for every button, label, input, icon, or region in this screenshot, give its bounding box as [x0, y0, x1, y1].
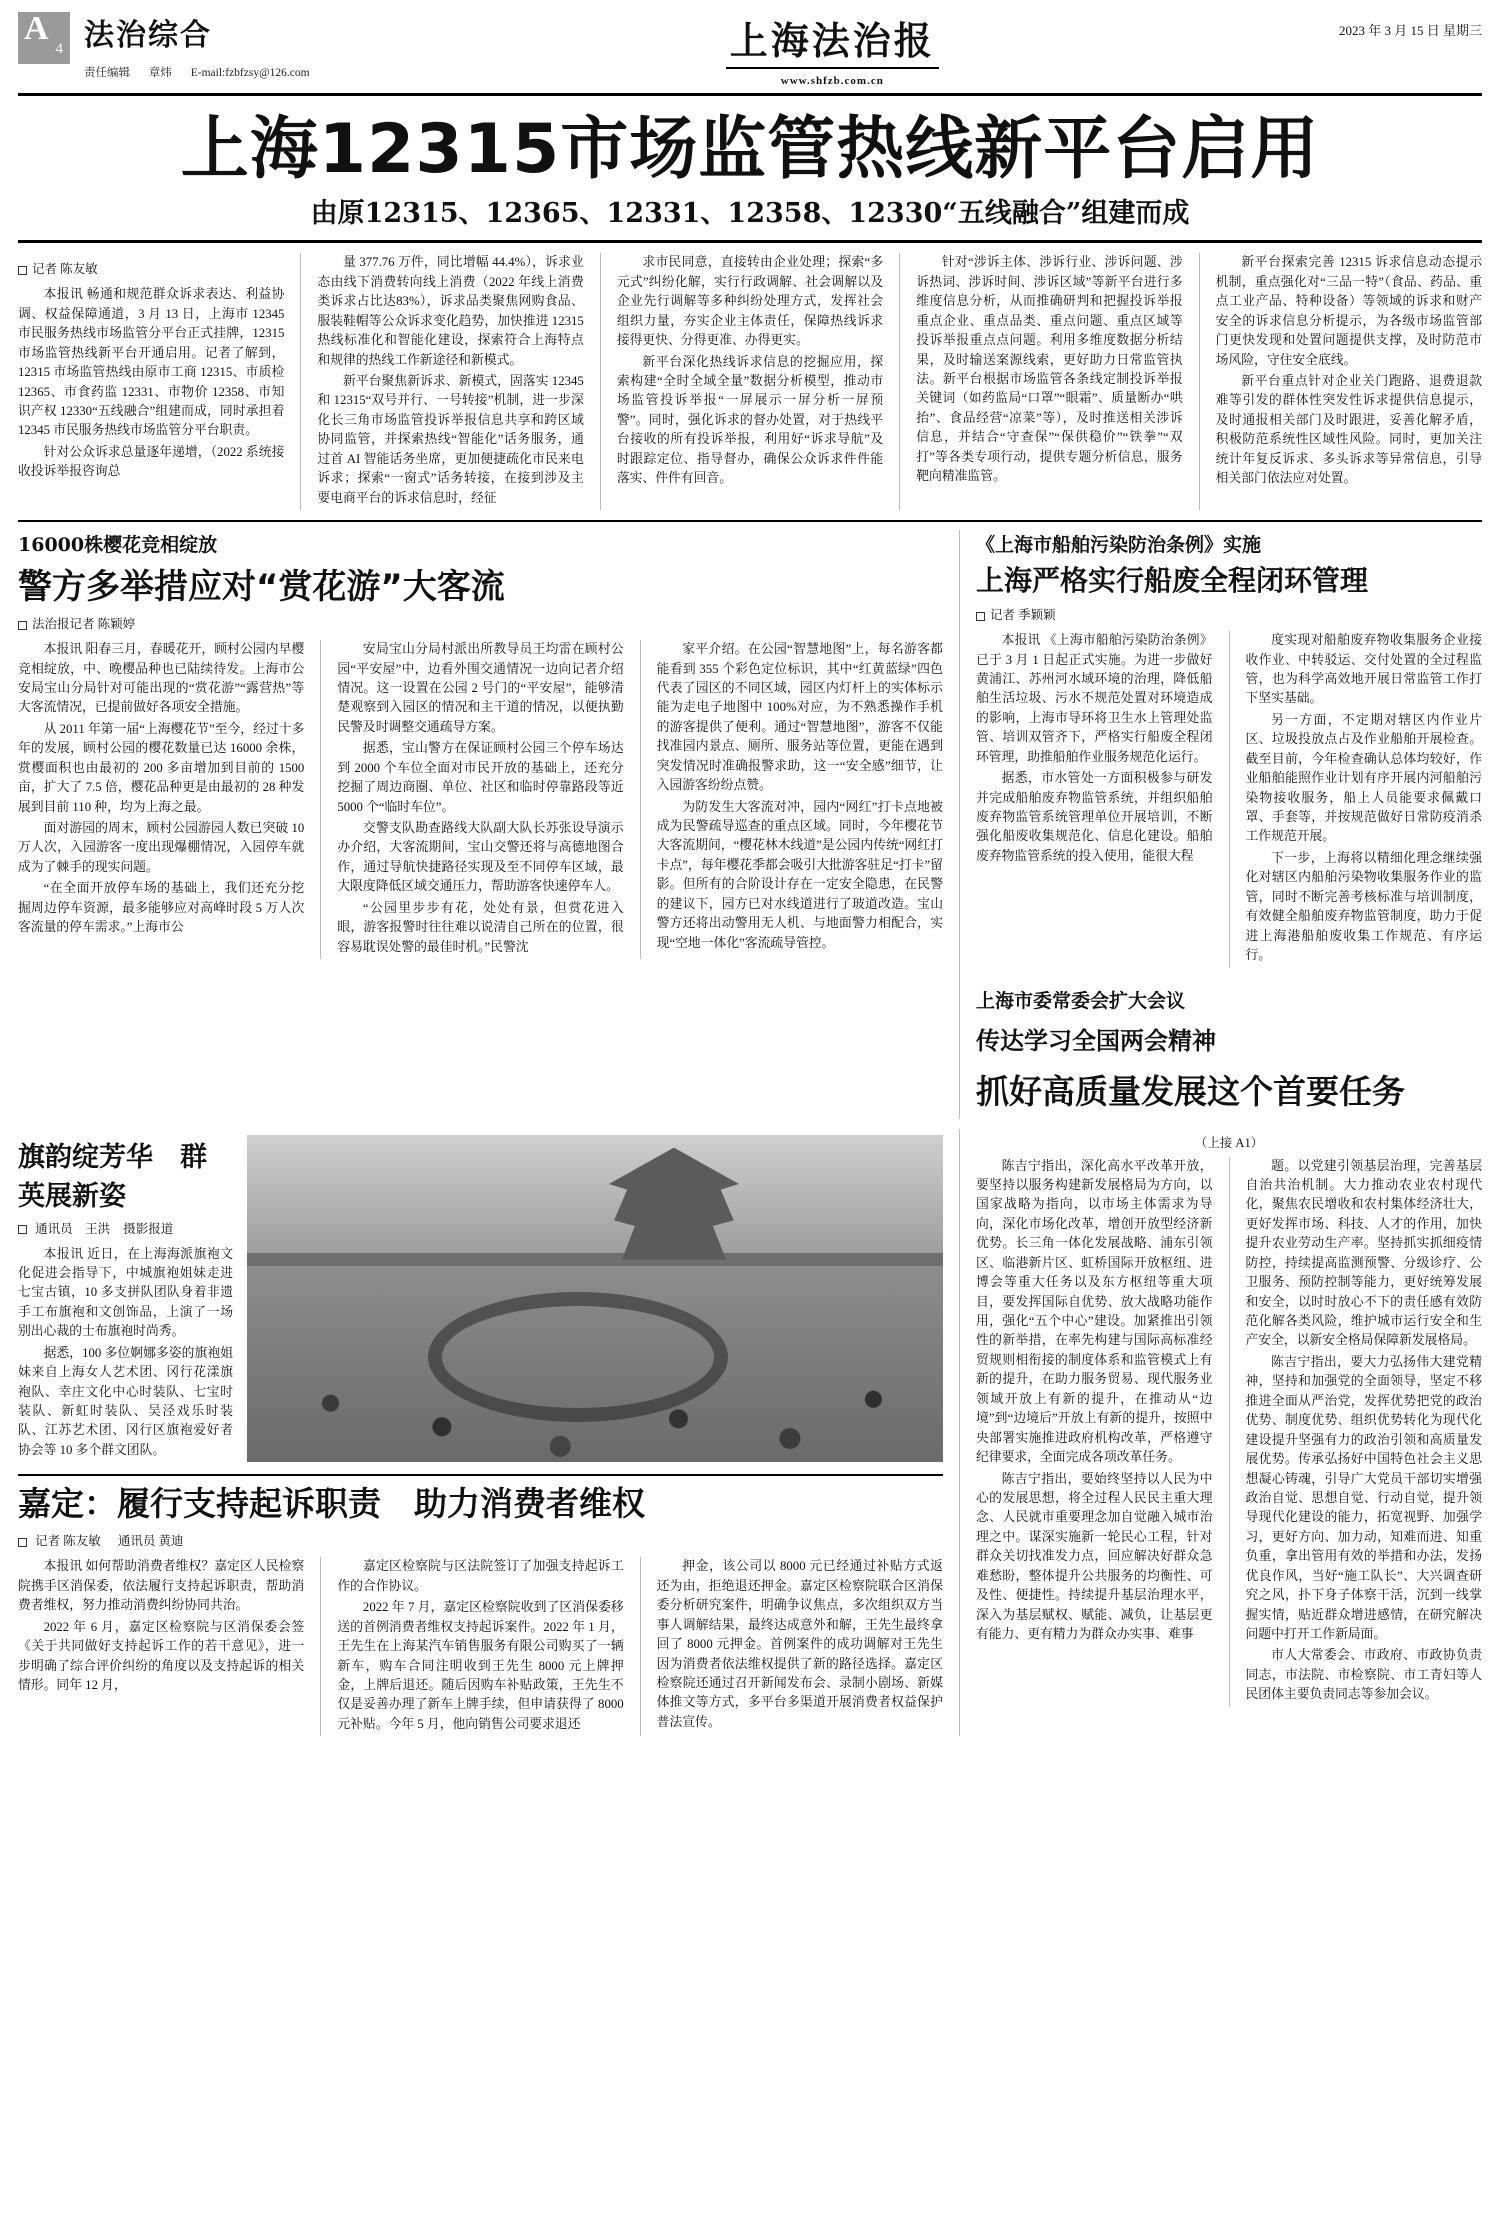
paragraph: 本报讯 近日，在上海海派旗袍文化促进会指导下，中城旗袍姐妹走进七宝古镇，10 多支拼队团队身着非遗手工布旗袍和文创饰品，上演了一场别出心裁的士布旗袍时尚秀。 — [18, 1246, 233, 1339]
paragraph: 家平介绍。在公园“智慧地图”上，每名游客都能看到 355 个彩色定位标识，其中“红黄蓝绿”四色代表了园区的不同区域，园区内灯杆上的实体标示能为走电子地图中 100%对应，为不熟悉操作手机的游客提供了便利。通过“智慧地图”，游客不仅能找准园内景点、厕所、服务站等位置，更能在遇到突发情况时准确报警求助，这一“安全感”细节，让入园游客纷纷点赞。 — [656, 642, 943, 793]
meeting-cols — [976, 1157, 1482, 1707]
paragraph: 陈吉宁指出，要始终坚持以人民为中心的发展思想，将全过程人民民主重大理念、人民就市重要理念加自觉融入城市治理之中。谋深实施新一轮民心工程，针对群众关切找准发力点，回应解决好群众急难愁盼，整体提升公共服务的均衡性、可及性、便捷性。持续提升基层治理水平，深入为基层赋权、赋能、减负，让基层更有能力、更有精力为群众办实事、难事 — [976, 1471, 1213, 1642]
lead-col-2 — [300, 253, 583, 510]
meeting-story-body — [959, 1129, 1482, 1737]
ship-title: 上海严格实行船废全程闭环管理 — [976, 564, 1369, 598]
continued-from: （上接 A1） — [1194, 1135, 1264, 1150]
ship-col-2 — [1229, 631, 1483, 967]
paragraph: 题。以党建引领基层治理，完善基层自治共治机制。大力推动农业农村现代化，聚焦农民增收和农村集体经济壮大，更好发挥市场、科技、人才的作用，加快提升农业劳动生产率。坚持抓实抓细疫情防控，持续提高监测预警、分级诊疗、公卫服务、预防控制等能力，更好统筹发展和安全，以时时放心不下的责任感有效防范化解各类风险，维护城市运行安全和生产安全，以新安全格局保障新发展格局。 — [1245, 1158, 1482, 1348]
editor-email: E-mail:fzbfzsy@126.com — [190, 67, 310, 79]
qipao-byline-photo: 摄影报道 — [123, 1221, 174, 1236]
ship-byline-text: 记者 季颖颖 — [990, 608, 1056, 623]
ship-body — [976, 631, 1482, 967]
lead-col-1 — [18, 253, 284, 510]
paper-website: www.shfzb.com.cn — [780, 75, 884, 87]
paragraph: 新平台重点针对企业关门跑路、退费退款难等引发的群体性突发性诉求提供信息提示，及时通报相关部门及时跟进，妥善化解矛盾，积极防范系统性区域性风险。同时，更加关注统计年复反诉求、多头诉求等异常信息，引导相关部门依法应对处置。 — [1215, 374, 1483, 486]
paragraph: 面对游园的周末，顾村公园游园人数已突破 10 万人次，入园游客一度出现爆棚情况，入园停车就成为了棘手的现实问题。 — [18, 821, 305, 874]
paragraph: 针对“涉诉主体、涉诉行业、涉诉问题、涉诉热词、涉诉时间、涉诉区域”等新平台进行多维度信息分析，从而推确研判和把握投诉举报重点企业、重点品类、重点问题、重点区域等投诉举报重点点问题。利用多维度数据分析结果，及时输送案源线索，更好助力日常监管执法。新平台根据市场监管各条线定制投诉举报关键词（如药监局“口罩”“眼霜”、质量断办“哄抬”、食品经营“凉菜”等），及时推送相关涉诉信息，并结合“守查保”“保供稳价”“铁拳”“双打”等各类专项行动，提供专题分析信息，服务靶向精准监管。 — [916, 255, 1183, 484]
cherry-col-1 — [18, 640, 304, 959]
paragraph: 为防发生大客流对冲，园内“网红”打卡点地被成为民警疏导巡查的重点区域。同时，今年樱花节大客流期间，“樱花林木线道”是公园内传统“网红打卡点”，每年樱花季都会吸引大批游客驻足“打卡”留影。但所有的合阶设计存在一定安全隐患，在民警的建议下，园方已对水线道进行了玻道改造。宝山警方还将出动警用无人机、与地面警力相配合，实现“空地一体化”客流疏导管控。 — [656, 799, 943, 950]
qipao-text — [18, 1135, 233, 1463]
jiading-story — [18, 1478, 943, 1736]
meeting-col-1 — [976, 1157, 1213, 1707]
lead-subhead: 由原12315、12365、12331、12358、12330“五线融合”组建而成 — [310, 198, 1190, 230]
paragraph: 下一步，上海将以精细化理念继续强化对辖区内船舶污染物收集服务作业的监管，同时不断完善考核标准与培训制度，有效健全船舶废弃物监管制度，助力于促进上海港船舶废收集工作规范、有序运行。 — [1245, 850, 1482, 963]
section-title: 法治综合 — [84, 18, 212, 53]
editor-label: 责任编辑 — [84, 67, 130, 79]
paragraph: 嘉定区检察院与区法院签订了加强支持起诉工作的合作协议。 — [337, 1559, 624, 1593]
paragraph: 据悉，市水管处一方面积极参与研发并完成船舶废弃物监管系统，并组织船舶废弃物监管系统管理单位开展培训，不断强化船废收集规范化、信息化建设。船舶废弃物监管系统的投入使用，能很大程 — [976, 771, 1213, 863]
qipao-title: 旗韵绽芳华 群英展新姿 — [18, 1141, 207, 1212]
paragraph: 量 377.76 万件，同比增幅 44.4%），诉求业态由线下消费转向线上消费（2022 年线上消费类诉求占比达83%），诉求品类聚焦网购食品、服装鞋帽等公众诉求变化趋势，加快推进 12315 热线标准化和智能化建设，探索符合上海特点和规律的热线工作新途径和新模式。 — [317, 255, 584, 367]
cherry-kicker: 16000株樱花竞相绽放 — [18, 534, 218, 557]
paragraph: 陈吉宁指出，深化高水平改革开放，要坚持以服务构建新发展格局为方向，以国家战略为指向，以市场主体需求为导向，深化市场化改革，增创开放型经济新优势。长三角一体化发展战略、浦东引领区、临港新片区、虹桥国际开放枢纽、进博会等重大任务以及东方枢纽等重大项目，要发挥国际自优势、放大战略功能作用，强化“五个中心”建设。加紧推出引领性的新举措，在率先构建与国际高标准经贸规则相衔接的制度体系和监管模式上有新的提升，在助力服务贸易、现代服务业领域开放上有新的提升，在推动从“边境”到“边境后”开放上有新的提升，按照中央部署实施推进政府机构改革，严格遵守纪律要求，全面完成各项改革任务。 — [976, 1158, 1213, 1465]
jiading-col-1 — [18, 1557, 304, 1736]
folio-letter: A — [24, 10, 49, 47]
cherry-byline — [18, 614, 943, 632]
jiading-col-3 — [640, 1557, 943, 1736]
editor-line — [84, 64, 326, 80]
section-block — [84, 10, 326, 80]
paragraph: 2022 年 6 月，嘉定区检察院与区消保委会签《关于共同做好支持起诉工作的若干意见》，进一步明确了综合评价纠纷的角度以及支持起诉的相关情形。同年 12 月， — [18, 1619, 305, 1692]
page-folio — [18, 12, 70, 64]
middle-section — [18, 530, 1482, 1118]
paragraph: 另一方面，不定期对辖区内作业片区、垃圾投放点占及作业船舶开展检查。截至目前，今年检查确认总体均较好，作业船舶能照作业计划有序开展内河船舶污染物接收服务，船上人员能要求佩戴口罩、手套等，并按规范做好日常防疫消杀工作规范开展。 — [1245, 712, 1482, 844]
paragraph: 据悉，100 多位婀娜多姿的旗袍姐妹来自上海女人艺术团、冈行花漾旗袍队、幸庄文化中心时装队、七宝时装队、新虹时装队、吴泾戏乐时装队、江苏艺术团、冈行区旗袍爱好者协会等 10 多个群文团队。 — [18, 1345, 233, 1457]
paragraph: 市人大常委会、市政府、市政协负责同志，市法院、市检察院、市工青妇等人民团体主要负责同志等参加会议。 — [1245, 1648, 1482, 1702]
paragraph: 2022 年 7 月，嘉定区检察院收到了区消保委移送的首例消费者维权支持起诉案件。2022 年 1 月，王先生在上海某汽车销售服务有限公司购买了一辆新车，购车合同注明收到王先生 8000 元上牌押金，上牌后退还。随后因购车补贴政策，王先生不仅是妥善办理了新车上牌手续，但申请获得了 8000 元补贴。今年 5 月，他向销售公司要求退还 — [337, 1600, 624, 1731]
cherry-title: 警方多举措应对“赏花游”大客流 — [18, 567, 505, 608]
ship-byline — [976, 605, 1482, 623]
paragraph: 安局宝山分局村派出所教导员王均雷在顾村公园“平安屋”中，边看外围交通情况一边向记者介绍情况。这一设置在公园 2 号门的“平安屋”，能够清楚观察到入园区的情况和主干道的情况，以便执勤民警及时调整交通疏导方案。 — [337, 642, 624, 734]
cherry-story — [18, 530, 943, 1118]
jiading-body — [18, 1557, 943, 1736]
bottom-left-col — [18, 1129, 943, 1737]
ship-story — [959, 530, 1482, 1118]
bullet-icon — [18, 621, 27, 630]
bottom-section — [18, 1129, 1482, 1737]
qipao-byline-reporter: 通讯员 王洪 — [35, 1221, 111, 1236]
paragraph: 新平台深化热线诉求信息的挖掘应用，探索构建“全时全域全量”数据分析模型，推动市场监管投诉举报“一屏展示一屏分析一屏预警”。同时，强化诉求的督办处置，对于热线平台接收的所有投诉举报，利用好“诉求导航”及时跟踪定位、指导督办，确保公众诉求件件能落实、件件有回音。 — [616, 354, 884, 486]
paragraph: 交警支队勘查路线大队副大队长苏张设导演示办介绍，大客流期间，宝山交警还将与高德地图合作，通过导航快捷路径实现及至不同停车区域，最大限度降低区域交通压力，帮助游客快速停车人。 — [337, 821, 624, 894]
qipao-byline — [18, 1219, 233, 1237]
cherry-byline-text: 法治报记者 陈颖婷 — [32, 617, 136, 632]
qipao-story — [18, 1135, 943, 1463]
lead-headline: 上海12315市场监管热线新平台启用 — [180, 110, 1320, 189]
paper-brand — [326, 10, 1339, 87]
paragraph: 度实现对船舶废弃物收集服务企业接收作业、中转驳运、交付处置的全过程监管，也为科学高效地开展日常监管工作打下坚实基础。 — [1245, 633, 1482, 706]
paragraph: “在全面开放停车场的基础上，我们还充分挖掘周边停车资源，最多能够应对高峰时段 5 万人次客流量的停车需求。”上海市公 — [18, 881, 305, 935]
lead-byline-text: 记者 陈友敏 — [32, 262, 98, 277]
issue-date: 2023 年 3 月 15 日 星期三 — [1338, 23, 1482, 38]
section-divider-2 — [18, 1474, 943, 1476]
paragraph: 陈吉宁指出，要大力弘扬伟大建党精神，坚持和加强党的全面领导，坚定不移推进全面从严治党，发挥优势把党的政治优势、制度优势、组织优势转化为现代化建设提升坚强有力的政治引领和高质量发展优势。传承弘扬好中国特色社会主义思想凝心铸魂，引导广大党员干部切实增强政治自觉、思想自觉、行动自觉，提升领导现代化建设的能力，拓宽视野、加强学习，更好方向、加力动，知难而进、知重负重，拿出管用有效的举措和办法，发扬优良作风，当好“施工队长”、大兴调查研究之风，扑下身子体察干活，沉到一线掌握实情，贴近群众增进感情，在研究解决问题中打开工作新局面。 — [1245, 1354, 1482, 1642]
ship-col-1 — [976, 631, 1213, 967]
photo-circle-formation — [428, 1292, 728, 1422]
paragraph: 押金，该公司以 8000 元已经通过补贴方式返还为由，拒绝退还押金。嘉定区检察院联合区消保委分析研究案件，明确争议焦点，多次组织双方当事人调解结果，最终达成意外和解，王先生最终拿回了 8000 元押金。首例案件的成功调解对王先生因为消费者依法维权提供了新的路径选择。嘉定区检察院还通过召开新闻发布会、录制小剧场、新媒体推文等方式，多平台多渠道开展消费者权益保护普法宣传。 — [656, 1559, 943, 1729]
paragraph: 本报讯 畅通和规范群众诉求表达、利益协调、权益保障通道，3 月 13 日，上海市 12345 市民服务热线市场监管分平台正式挂牌，12315 市场监管热线新平台开通启用。记者了解到，12315 市场监管热线由原市工商 12315、市质检 12365、市食药监 12331、市物价 12358、市知识产权 12330“五线融合”组建而成，同时承担着12345 市民服务热线市场监管分平台职责。 — [18, 287, 285, 438]
lead-col-4 — [899, 253, 1182, 510]
lead-byline — [18, 259, 284, 277]
lead-story-body — [18, 253, 1482, 510]
cherry-col-2 — [320, 640, 623, 959]
section-divider-1 — [18, 520, 1482, 522]
masthead — [18, 10, 1482, 96]
jiading-byline-reporter: 记者 陈友敏 — [35, 1534, 101, 1549]
lead-col-3 — [600, 253, 883, 510]
paragraph: “公园里步步有花，处处有景，但赏花进入眼，游客报警时往往难以说清自己所在的位置，很容易耽误处警的最佳时机。”民警沈 — [337, 900, 624, 954]
photo-sky — [247, 1135, 943, 1253]
folio-number: 4 — [55, 41, 63, 57]
jiading-title: 嘉定：履行支持起诉职责 助力消费者维权 — [18, 1484, 645, 1524]
paragraph: 求市民同意，直接转由企业处理；探索“多元式”纠纷化解，实行行政调解、社会调解以及企业先行调解等多种纠纷处理方式，发挥社会组织力量，夯实企业主体责任，保障热线诉求接得更快、分得更准、办得更实。 — [616, 255, 884, 348]
meeting-title: 抓好高质量发展这个首要任务 — [976, 1071, 1405, 1111]
paragraph: 本报讯 阳春三月，春暖花开，顾村公园内早樱竞相绽放，中、晚樱品种也已陆续待发。上海市公安局宝山分局针对可能出现的“赏花游”“露营热”等大客流情况，已提前做好各项安全措施。 — [18, 642, 305, 715]
qipao-photo — [247, 1135, 943, 1463]
meeting-head — [976, 986, 1482, 1113]
paragraph: 据悉，宝山警方在保证顾村公园三个停车场达到 2000 个车位全面对市民开放的基础上，还充分挖掘了周边商圈、单位、社区和临时停靠路段等近 5000 个“临时车位”。 — [337, 741, 624, 814]
paper-name: 上海法治报 — [726, 10, 939, 69]
paragraph: 新平台聚焦新诉求、新模式，固落实 12345 和 12315“双号并行、一号转接”机制，进一步深化长三角市场监管投诉举报信息共享和跨区域协同监管，并探索热线“智能化”话务服务，通过首 AI 智能话务坐席，更加便捷疏化市民来电诉求；探索“一窗式”话务转接，在接到涉及主要电商平台的诉求信息时，经征 — [317, 374, 584, 505]
paragraph: 本报讯 《上海市船舶污染防治条例》已于 3 月 1 日起正式实施。为进一步做好黄浦江、苏州河水域环境的治理，降低船舶生活垃圾、污水不规范处置对环境造成的影响，上海市导环将卫生水上管理处监管、培训双管齐下，严格实行船废全程闭环管理，助推船舶作业服务规范化运行。 — [976, 633, 1213, 764]
paragraph: 本报讯 如何帮助消费者维权？嘉定区人民检察院携手区消保委，依法履行支持起诉职责，帮助消费者维权，努力推动消费纠纷协同共治。 — [18, 1559, 305, 1613]
paragraph: 从 2011 年第一届“上海樱花节”至今，经过十多年的发展，顾村公园的樱花数量已达 16000 余株，赏樱面积也由最初的 200 多亩增加到目前的 1500 亩，扩大了 7.5 倍，樱花品种更是由最初的 28 种发展到目前 110 种，均为上海之最。 — [18, 721, 305, 814]
bullet-icon — [18, 1225, 27, 1234]
jiading-col-2 — [320, 1557, 623, 1736]
lead-col-5 — [1199, 253, 1482, 510]
cherry-col-3 — [640, 640, 943, 959]
bullet-icon — [18, 266, 27, 275]
meeting-kicker: 上海市委常委会扩大会议 — [976, 989, 1186, 1012]
paragraph: 针对公众诉求总量逐年递增，（2022 系统接收投诉举报咨询总 — [18, 444, 285, 479]
editor-name: 章炜 — [148, 67, 172, 79]
jiading-byline — [18, 1531, 943, 1549]
ship-kicker: 《上海市船舶污染防治条例》实施 — [976, 534, 1262, 557]
bullet-icon — [18, 1538, 27, 1547]
cherry-body — [18, 640, 943, 959]
paragraph: 新平台探索完善 12315 诉求信息动态提示机制，重点强化对“三品一特”（食品、药品、重点工业产品、特种设备）等领域的诉求和财产安全的诉求信息分析提示，为各级市场监管部门更快发现和处置问题提供支撑，及时防范市场风险，守住安全底线。 — [1215, 255, 1483, 367]
headline-rule — [18, 240, 1482, 243]
bullet-icon — [976, 612, 985, 621]
jiading-byline-corr: 通讯员 黄迪 — [117, 1534, 184, 1549]
meeting-col-2 — [1229, 1157, 1483, 1707]
meeting-subkicker: 传达学习全国两会精神 — [976, 1025, 1216, 1055]
